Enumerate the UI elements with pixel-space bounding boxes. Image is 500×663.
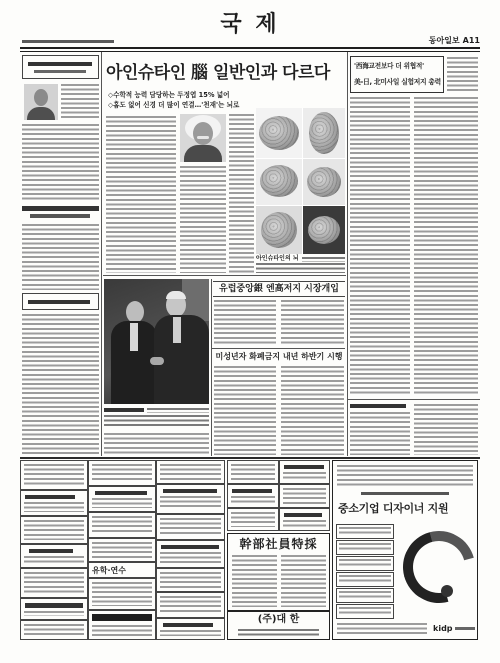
main-subhead: ◇홈도 없어 신경 더 많이 연결…'천재'는 뇌로 [108,101,240,109]
item-text [339,591,391,600]
brain-lateral [260,165,298,197]
column-rule [211,279,212,456]
brain-image [256,206,302,254]
recruit-contact [238,629,319,636]
classified-ad [227,460,279,484]
classified-ad [279,508,330,531]
portrait-shoulders [27,107,55,120]
design-ad-item [336,540,394,555]
left-man-shirt [130,323,138,351]
classified-ad [20,598,88,620]
left-article-text [22,314,99,455]
design-ad-intro [337,465,473,487]
ad-phone [95,491,147,495]
right-article-text [414,97,478,395]
right-small-article-text [414,404,478,455]
kidp-org-name [455,627,475,630]
ad-phone [232,489,272,493]
main-article-text [229,114,254,273]
ad-text [24,556,84,564]
ad-text [283,488,326,504]
left-man-head [126,301,144,323]
right-small-article-text [350,412,410,455]
design-ad-item [336,556,394,571]
main-headline: 아인슈타인 腦 일반인과 다르다 [106,63,330,83]
item-text [339,527,391,536]
nk-missile-headline-box [350,56,444,93]
recruit-company: (주)대 한 [257,614,300,625]
ad-phone [92,614,152,621]
ad-text [92,498,152,508]
ecb-article-text [281,300,344,345]
main-article-text [106,116,176,273]
left-top-headline-box [22,55,99,79]
recruit-details [232,555,277,607]
left-article-text [61,84,99,120]
kidp-logo: kidp [433,624,453,633]
design-ad-item [336,572,394,587]
design-ad-item [336,524,394,539]
brain-top [309,112,339,154]
design-support-ad [332,460,478,640]
portrait-body [184,145,222,162]
classified-ad [156,514,225,540]
section-title: 국 제 [220,12,280,37]
left-portrait-photo [24,84,58,120]
classified-ad [88,578,156,610]
brain-image [303,108,345,158]
ad-text [24,520,84,540]
item-text [339,559,391,568]
main-article-text [180,166,226,273]
design-ad-item [336,604,394,619]
study-abroad-label: 유학·연수 [92,566,126,575]
recruit-details [281,555,326,607]
ecb-article-text [214,300,276,345]
classified-ad [88,512,156,538]
ad-text [160,496,221,510]
classified-ad [88,460,156,486]
einstein-brain-images [256,108,345,254]
ad-text [24,611,84,616]
ad-phone [161,545,219,549]
portrait-face [193,122,213,145]
right-man-shirt [173,317,181,343]
brain-caption-text [256,263,345,273]
brain-lateral [308,216,340,244]
right-man-hair [166,291,186,299]
recruit-company-box [227,611,330,640]
right-article-text [350,97,410,395]
design-ad-brush-circle [390,518,478,616]
left-top-subline [34,70,86,73]
minors-headline: 미성년자 화폐금지 내년 하반기 시행 [215,352,343,361]
ad-text [231,464,275,480]
photo-caption-text [147,408,209,413]
ad-text [160,630,221,636]
classified-ad [20,460,88,490]
recruit-ad [227,533,330,611]
right-article-text [447,57,478,93]
ad-phone [29,549,73,553]
classified-ad [227,484,279,508]
ad-text [24,624,84,636]
brain-caption-lead: 아인슈타인의 뇌 [256,255,299,262]
ad-text [283,472,326,480]
ad-text [231,512,275,527]
brain-caption-text [302,257,345,262]
column-rule [101,52,102,456]
classified-ad [20,544,88,568]
left-article-text [22,224,99,290]
ad-phone [25,495,75,499]
design-ad-item [336,588,394,603]
ad-phone [163,623,213,627]
ad-text [160,464,221,480]
classified-ad [156,484,225,514]
ad-phone [284,465,324,469]
classified-ad [279,484,330,508]
left-third-headline-box [22,293,99,310]
ad-text [231,496,275,504]
design-ad-kicker [361,492,449,495]
portrait-mustache [197,136,209,139]
classified-ad [20,620,88,640]
ad-phone [284,513,322,517]
ad-text [283,520,326,527]
brain-image [303,206,345,254]
main-article-bottom-rule [103,275,346,276]
photo-caption-lead [104,408,144,412]
nk-kicker: '西海교전보다 더 위협적' [354,62,424,70]
classified-ad [88,538,156,562]
classified-ad [156,460,225,484]
ad-phone [25,603,83,608]
left-second-headline [22,206,99,211]
ad-text [92,464,152,482]
brain-lateral [307,167,341,197]
ad-text [24,464,84,486]
classified-ad [20,568,88,598]
item-text [339,543,391,552]
ad-text [160,518,221,536]
brain-underside [261,212,297,248]
classified-ad [20,490,88,516]
design-ad-footer [337,623,427,635]
left-top-headline [28,62,92,66]
ads-top-rule [20,457,480,459]
summit-photo [104,279,209,404]
column-rule [347,52,348,456]
article-divider [212,348,345,349]
classified-ad [156,540,225,568]
study-abroad-section [88,562,156,578]
right-column-divider [348,399,480,400]
brain-image [256,159,302,205]
left-article-text [22,124,99,202]
main-subhead: ◇수학적 능력 담당하는 두정엽 15% 넓어 [108,91,230,99]
ad-text [92,582,152,606]
ad-text [24,502,84,512]
classified-ad [88,610,156,640]
ad-text [160,572,221,588]
left-second-subline [30,214,90,218]
ad-text [92,625,152,636]
classified-ad [227,508,279,531]
ecb-headline: 유럽중앙銀 엔高저지 시장개입 [213,281,345,297]
minors-article-text [214,366,276,455]
portrait-head [34,89,48,106]
ad-text [92,516,152,534]
minors-article-text [281,366,344,455]
paper-name: 동아일보 [428,36,460,45]
nk-headline: 美-日, 北미사일 실험저지 총력 [354,78,441,86]
ad-phone [163,489,217,493]
photo-caption-text [104,415,209,429]
handshake [150,357,164,365]
ad-text [160,596,221,614]
left-third-headline [28,300,90,304]
classified-ad [88,486,156,512]
masthead-paper [414,35,480,46]
header-rule [20,47,480,52]
recruit-title: 幹部社員特採 [239,537,318,551]
classified-ad [20,516,88,544]
item-text [339,575,391,584]
classified-ad [279,460,330,484]
right-small-headline [350,404,406,408]
ad-text [24,572,84,594]
classified-ad [156,618,225,640]
brain-image [303,159,345,205]
brain-lateral [259,116,299,150]
classified-ad [156,568,225,592]
item-text [339,607,391,616]
design-ad-title: 중소기업 디자이너 지원 [338,502,449,515]
page-number: A11 [462,36,480,45]
dateline [22,40,114,43]
ad-text [160,552,221,564]
einstein-portrait [180,114,226,162]
ad-text [92,542,152,558]
brain-image [256,108,302,158]
design-ad-brush-dot [441,585,453,597]
lower-article-text [104,433,209,455]
classified-ad [156,592,225,618]
